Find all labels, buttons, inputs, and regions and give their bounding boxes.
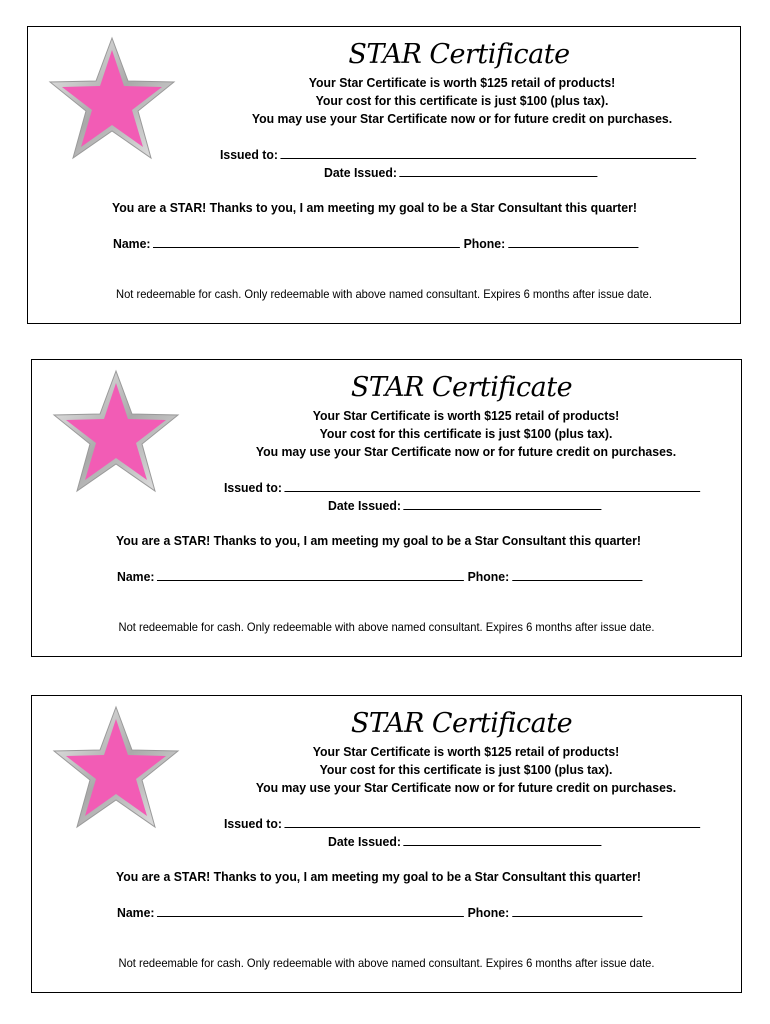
issued-to-label: Issued to: — [224, 816, 282, 831]
cost-line: Your cost for this certificate is just $100 (plus tax). — [319, 762, 613, 777]
date-issued-row — [328, 497, 602, 513]
certificate-1 — [27, 26, 741, 324]
worth-line: Your Star Certificate is worth $125 retail of products! — [312, 744, 620, 759]
name-field[interactable] — [157, 568, 464, 581]
phone-field[interactable] — [512, 568, 642, 581]
phone-label: Phone: — [463, 236, 506, 251]
date-issued-field[interactable] — [404, 833, 602, 846]
phone-field[interactable] — [508, 235, 638, 248]
fine-print: Not redeemable for cash. Only redeemable with above named consultant. Expires 6 months after issue date. — [118, 620, 655, 634]
usage-line: You may use your Star Certificate now or for future credit on purchases. — [255, 780, 677, 795]
cost-line: Your cost for this certificate is just $100 (plus tax). — [319, 426, 613, 441]
date-issued-field[interactable] — [400, 164, 598, 177]
star-message: You are a STAR! Thanks to you, I am meeting my goal to be a Star Consultant this quarter! — [116, 869, 641, 884]
certificate-details — [211, 743, 721, 797]
date-issued-row — [324, 164, 598, 180]
worth-line: Your Star Certificate is worth $125 retail of products! — [312, 408, 620, 423]
worth-line: Your Star Certificate is worth $125 retail of products! — [308, 75, 616, 90]
date-issued-row — [328, 833, 602, 849]
name-label: Name: — [113, 236, 151, 251]
date-issued-label: Date Issued: — [324, 165, 397, 180]
phone-label: Phone: — [467, 569, 510, 584]
certificate-title: STAR Certificate — [350, 708, 573, 739]
usage-line: You may use your Star Certificate now or for future credit on purchases. — [255, 444, 677, 459]
phone-field[interactable] — [512, 904, 642, 917]
fine-print: Not redeemable for cash. Only redeemable with above named consultant. Expires 6 months after issue date. — [116, 287, 652, 301]
certificate-details — [211, 407, 721, 461]
certificate-title: STAR Certificate — [350, 372, 573, 403]
name-field[interactable] — [157, 904, 464, 917]
star-message: You are a STAR! Thanks to you, I am meeting my goal to be a Star Consultant this quarter! — [116, 533, 641, 548]
fine-print: Not redeemable for cash. Only redeemable with above named consultant. Expires 6 months after issue date. — [118, 956, 655, 970]
issued-to-field[interactable] — [285, 479, 701, 492]
name-label: Name: — [117, 905, 155, 920]
date-issued-field[interactable] — [404, 497, 602, 510]
certificate-3 — [31, 695, 742, 993]
certificate-2 — [31, 359, 742, 657]
date-issued-label: Date Issued: — [328, 834, 401, 849]
name-phone-row — [117, 568, 642, 584]
issued-to-field[interactable] — [281, 146, 697, 159]
name-phone-row — [117, 904, 642, 920]
star-message: You are a STAR! Thanks to you, I am meeting my goal to be a Star Consultant this quarter! — [112, 200, 637, 215]
name-label: Name: — [117, 569, 155, 584]
name-field[interactable] — [153, 235, 460, 248]
usage-line: You may use your Star Certificate now or for future credit on purchases. — [251, 111, 673, 126]
cost-line: Your cost for this certificate is just $100 (plus tax). — [315, 93, 609, 108]
issued-to-row — [220, 146, 696, 162]
certificate-title: STAR Certificate — [348, 39, 570, 70]
date-issued-label: Date Issued: — [328, 498, 401, 513]
issued-to-row — [224, 815, 700, 831]
name-phone-row — [113, 235, 638, 251]
issued-to-label: Issued to: — [224, 480, 282, 495]
issued-to-field[interactable] — [285, 815, 701, 828]
issued-to-row — [224, 479, 700, 495]
certificate-details — [207, 74, 717, 128]
issued-to-label: Issued to: — [220, 147, 278, 162]
phone-label: Phone: — [467, 905, 510, 920]
